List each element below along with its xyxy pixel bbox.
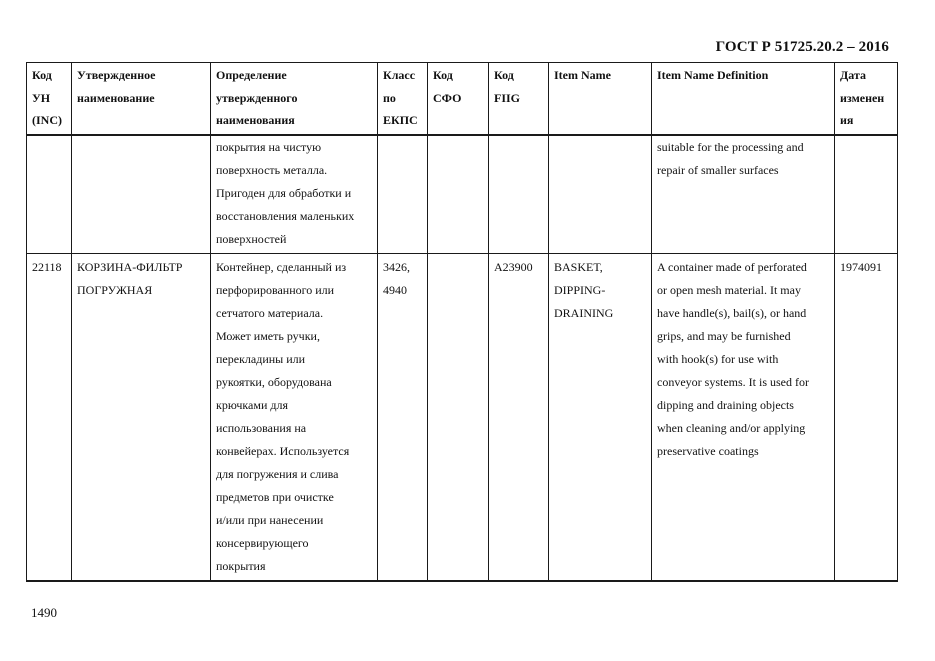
col-header-item-name: Item Name: [549, 63, 652, 136]
cell-item-name: BASKET, DIPPING- DRAINING: [549, 254, 652, 582]
cell-name-ru: [72, 135, 211, 254]
cell-name-ru: КОРЗИНА-ФИЛЬТР ПОГРУЖНАЯ: [72, 254, 211, 582]
cell-sfo-code: [428, 254, 489, 582]
table-header-row: [27, 63, 898, 136]
cell-change-date: 1974091: [835, 254, 898, 582]
cell-inc: [27, 135, 72, 254]
col-header-change-date: Дата изменен ия: [835, 63, 898, 136]
col-header-item-definition: Item Name Definition: [652, 63, 835, 136]
col-header-definition-ru: Определение утвержденного наименования: [211, 63, 378, 136]
cell-ekps-class: 3426, 4940: [378, 254, 428, 582]
col-header-approved-name: Утвержденное наименование: [72, 63, 211, 136]
cell-sfo-code: [428, 135, 489, 254]
col-header-sfo-code: Код СФО: [428, 63, 489, 136]
cell-definition-ru: покрытия на чистую поверхность металла. Пригоден для обработки и восстановления маленьких поверхностей: [211, 135, 378, 254]
table-row: [27, 135, 898, 254]
page-number: 1490: [31, 605, 57, 620]
cell-fiig-code: [489, 135, 549, 254]
document-code: ГОСТ Р 51725.20.2 – 2016: [715, 39, 889, 55]
nomenclature-table: [26, 62, 898, 582]
cell-change-date: [835, 135, 898, 254]
cell-item-definition: suitable for the processing and repair of smaller surfaces: [652, 135, 835, 254]
cell-item-definition: A container made of perforated or open mesh material. It may have handle(s), bail(s), or hand grips, and may be furnished with hook(s) for use with conveyor systems. It is used for dipping and draining objects when cleaning and/or applying preservative coatings: [652, 254, 835, 582]
cell-ekps-class: [378, 135, 428, 254]
col-header-ekps-class: Класс по ЕКПС: [378, 63, 428, 136]
cell-item-name: [549, 135, 652, 254]
col-header-fiig-code: Код FIIG: [489, 63, 549, 136]
cell-inc: 22118: [27, 254, 72, 582]
cell-definition-ru: Контейнер, сделанный из перфорированного или сетчатого материала. Может иметь ручки, перекладины или рукоятки, оборудована крючками для использования на конвейерах. Используется для погружения и слива предметов при очистке и/или при нанесении консервирующего покрытия: [211, 254, 378, 582]
cell-fiig-code: A23900: [489, 254, 549, 582]
col-header-inc: Код УН (INC): [27, 63, 72, 136]
table-row: [27, 254, 898, 582]
